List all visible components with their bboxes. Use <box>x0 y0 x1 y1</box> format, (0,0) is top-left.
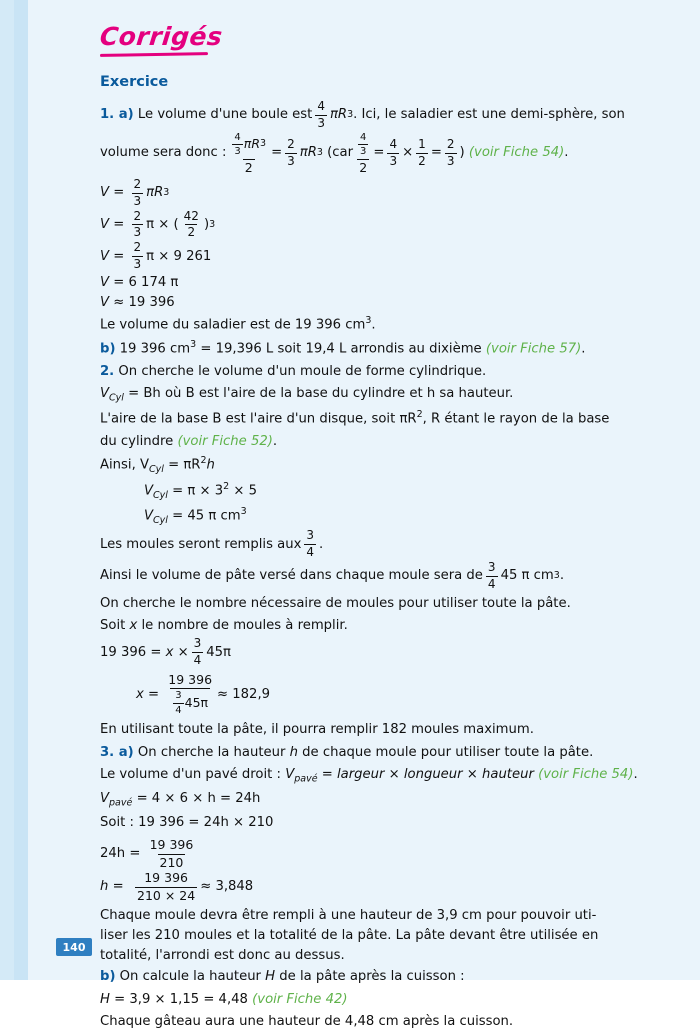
equals-2: = <box>373 145 385 161</box>
text-2-1: On cherche le volume d'un moule de forme cylindrique. <box>118 363 487 379</box>
text-2-2: = Bh où B est l'aire de la base du cylindre et h sa hauteur. <box>128 385 514 401</box>
answer-2-equation <box>100 637 656 668</box>
pi-r-2: πR <box>299 145 317 161</box>
label-1a: 1. a) <box>100 107 134 123</box>
sub-pave-1: pavé <box>294 773 318 785</box>
answer-2-ainsi <box>100 453 656 477</box>
period-4: . <box>319 536 324 552</box>
text-1a-3: . Ici, le saladier est une demi-sphère, son <box>353 107 625 123</box>
left-margin-bar-inner <box>14 0 28 980</box>
formula-v-line3 <box>100 241 656 272</box>
exp-calc1: 2 <box>223 480 230 492</box>
answer-3a-soit: Soit : 19 396 = 24h × 210 <box>100 815 274 830</box>
fraction-2-3-c: $\frac{2}{3}$ <box>133 176 142 208</box>
label-1b: b) <box>100 341 116 357</box>
answer-3a-vpave <box>100 788 656 811</box>
eq-x: = <box>148 686 160 702</box>
text-moules: Les moules seront remplis aux <box>100 536 302 552</box>
answer-2-calc2 <box>144 504 656 528</box>
conclusion-1a-exp: 3 <box>365 315 372 327</box>
fraction-4-3: $\frac{4}{3}$ <box>317 99 325 130</box>
answer-3a-line1 <box>100 742 656 763</box>
page-number-badge: 140 <box>56 938 92 956</box>
var-v-2: V <box>100 216 110 232</box>
text-calc2: = 45 π cm <box>172 508 241 524</box>
fraction-2-3-b: $\frac{2}{3}$ <box>446 136 455 168</box>
text-24h: 24h = <box>100 846 141 862</box>
answer-3a-h-solution <box>100 871 656 903</box>
conclusion-1a-text: Le volume du saladier est de 19 396 cm <box>100 317 366 333</box>
answer-2-conclusion: En utilisant toute la pâte, il pourra remplir 182 moules maximum. <box>100 722 534 738</box>
var-h: h <box>100 879 109 895</box>
eq-v-2: = <box>113 216 125 232</box>
period-2: . <box>581 341 586 357</box>
eq-h: = <box>112 879 124 895</box>
var-vcyl-2: V <box>144 482 154 498</box>
eq-v-1: = <box>113 185 125 201</box>
answer-3b-conclusion: Chaque gâteau aura une hauteur de 4,48 cm après la cuisson. <box>100 1014 514 1030</box>
text-ainsi-a: Ainsi, V <box>100 457 149 473</box>
sub-cyl-3: Cyl <box>153 489 168 501</box>
answer-2-x-solution <box>100 673 656 716</box>
text-ainsi2-b: 45 π cm <box>500 568 554 584</box>
fraction-h-solution: $\frac{19 396}{210 \times 24}$ <box>137 870 196 903</box>
period-3: . <box>272 433 278 449</box>
pi-r-3: πR <box>146 185 164 201</box>
text-3b-eq: = 3,9 × 1,15 = 4,48 <box>109 991 248 1007</box>
text-2-4: du cylindre <box>100 433 174 449</box>
sub-cyl-2: Cyl <box>148 464 164 476</box>
fraction-1-2: $\frac{1}{2}$ <box>418 136 426 168</box>
answer-2-calc1 <box>144 479 656 503</box>
times-1: × <box>402 145 414 161</box>
pi-times-9261: π × 9 261 <box>146 248 212 264</box>
formula-v-line4: V = 6 174 π <box>100 274 179 290</box>
approx-3848: ≈ 3,848 <box>200 879 254 895</box>
answer-2-moules <box>100 529 656 560</box>
var-vpave-2: V <box>100 790 110 806</box>
answer-3a-para3: totalité, l'arrondi est donc au dessus. <box>100 948 345 964</box>
close-paren: ) <box>459 145 465 161</box>
exp-1b: 3 <box>190 338 197 350</box>
text-3a-2b: = largeur × longueur × hauteur <box>321 766 534 782</box>
answer-3a-line2 <box>100 764 656 787</box>
answer-1a-line1 <box>100 100 656 131</box>
period-6: . <box>633 766 638 782</box>
close-paren-2: ) <box>203 216 210 232</box>
var-v-1: V <box>100 185 110 201</box>
sub-pave-2: pavé <box>109 797 133 809</box>
label-3b: b) <box>100 969 116 985</box>
fraction-3-4-b: $\frac{3}{4}$ <box>487 559 496 591</box>
conclusion-1a <box>100 313 656 336</box>
page-content <box>96 22 656 1033</box>
text-45pi: 45π <box>206 644 232 660</box>
ref-fiche-54b[interactable]: (voir Fiche 54) <box>538 766 634 782</box>
text-pi-r: πR <box>329 107 348 123</box>
answer-3a-para2: liser les 210 moules et la totalité de la pâte. La pâte devant être utilisée en <box>100 928 599 944</box>
fraction-42-2: $\frac{42}{2}$ <box>183 208 199 240</box>
left-margin-bar <box>0 0 28 980</box>
section-heading: Exercice <box>100 74 169 90</box>
text-3a-1: On cherche la hauteur h de chaque moule pour utiliser toute la pâte. <box>137 744 594 760</box>
exp-2-3: 2 <box>416 408 423 420</box>
text-ainsi-c: h <box>206 457 215 473</box>
fraction-complex: $\frac{4}{3}$ πR 3 2 <box>234 131 267 175</box>
fraction-2-3-e: $\frac{2}{3}$ <box>133 240 142 271</box>
exp-ainsi2: 3 <box>553 570 560 582</box>
text-calc1-end: × 5 <box>233 482 258 498</box>
sub-cyl-1: Cyl <box>109 392 124 404</box>
v-line5-display: ≈ 19 396 <box>113 294 175 310</box>
period-1: . <box>564 145 569 161</box>
text-volume-sera-donc: volume sera donc : <box>100 145 227 161</box>
eq-19396: 19 396 = x × <box>100 644 189 660</box>
answer-2-line1 <box>100 361 656 382</box>
var-vcyl-1: V <box>100 385 110 401</box>
equals-1: = <box>271 145 283 161</box>
ref-fiche-57[interactable]: (voir Fiche 57) <box>485 341 582 357</box>
title-underline <box>100 52 208 57</box>
fraction-nested-1: $\frac{\frac{4}{3}}{2}$ <box>359 131 368 175</box>
text-vpave: = 4 × 6 × h = 24h <box>136 790 261 806</box>
label-2: 2. <box>100 363 115 379</box>
answer-2-soit <box>100 615 656 636</box>
answer-3a-eq <box>100 838 656 870</box>
text-3b-1: On calcule la hauteur H de la pâte après la cuisson : <box>119 969 465 985</box>
text-2-3b: , R étant le rayon de la base <box>422 411 610 427</box>
text-2-3a: L'aire de la base B est l'aire d'un disque, soit πR <box>100 411 417 427</box>
answer-3b-line1 <box>100 966 656 987</box>
formula-v-line1: V = $\frac{2}{3}$ πR 3 <box>100 176 170 208</box>
label-3a: 3. a) <box>100 744 134 760</box>
answer-1a-line2: volume sera donc : $\frac{4}{3}$ πR 3 2 = $\frac{2}{3}$ πR 3 (car $\frac{\frac{4}{3}}{2}$ = $\frac{4}{3}$ × $\frac{1}{2}$ = $\frac{2}{3}$ ) (voir Fiche 54) . <box>100 131 569 175</box>
page-title: Corrigés <box>98 22 225 51</box>
period-5: . <box>559 568 565 584</box>
text-car: (car <box>327 145 354 161</box>
fraction-3-4-a: $\frac{3}{4}$ <box>306 528 315 560</box>
text-ainsi-b: = πR <box>168 457 201 473</box>
var-x: x <box>136 686 144 702</box>
v-line4-display: = 6 174 π <box>113 274 179 290</box>
fraction-x-solution: 19 396 $\frac{3}{4}$ 45π <box>168 671 213 716</box>
fraction-4-3-b: $\frac{4}{3}$ <box>389 136 398 168</box>
answer-3a-para1: Chaque moule devra être rempli à une hauteur de 3,9 cm pour pouvoir uti- <box>100 907 597 923</box>
answer-2-ainsi2 <box>100 561 656 592</box>
text-1b-a: 19 396 cm <box>119 341 191 357</box>
exp-ainsi: 2 <box>200 455 207 467</box>
fraction-19396-210: $\frac{19 396}{210}$ <box>149 837 194 870</box>
exp-3: 3 <box>347 109 354 121</box>
conclusion-1a-period: . <box>371 317 376 333</box>
exp-calc2: 3 <box>240 505 247 517</box>
text-soit-x: Soit x le nombre de moules à remplir. <box>100 617 348 633</box>
var-vpave-1: V <box>285 766 295 782</box>
answer-2-cherche: On cherche le nombre nécessaire de moules pour utiliser toute la pâte. <box>100 595 571 611</box>
answer-1b <box>100 337 656 360</box>
var-v-3: V <box>100 248 110 264</box>
ref-fiche-52[interactable]: (voir Fiche 52) <box>177 433 273 449</box>
ref-fiche-42[interactable]: (voir Fiche 42) <box>252 991 348 1007</box>
approx-1829: ≈ 182,9 <box>217 686 271 702</box>
text-3a-2a: Le volume d'un pavé droit : <box>100 766 281 782</box>
eq-v-3: = <box>113 248 125 264</box>
text-calc1: = π × 3 <box>172 482 224 498</box>
answer-2-line2 <box>100 383 656 406</box>
text-ainsi2-a: Ainsi le volume de pâte versé dans chaque moule sera de <box>100 568 483 584</box>
ref-fiche-54a[interactable]: (voir Fiche 54) <box>468 145 565 161</box>
text-1a-1: Le volume d'une boule est <box>137 107 313 123</box>
equals-3: = <box>430 145 442 161</box>
answer-3b-eq: H = 3,9 × 1,15 = 4,48 (voir Fiche 42) <box>100 991 348 1007</box>
answer-2-line3 <box>100 407 656 430</box>
answer-2-line4 <box>100 431 656 452</box>
sub-cyl-4: Cyl <box>153 514 168 526</box>
fraction-3-4-c: $\frac{3}{4}$ <box>193 636 202 668</box>
var-vcyl-3: V <box>144 508 154 524</box>
pi-times-open: π × ( <box>146 216 179 232</box>
formula-v-line5: V ≈ 19 396 <box>100 294 175 310</box>
text-1b-b: = 19,396 L soit 19,4 L arrondis au dixième <box>200 341 482 357</box>
formula-v-line2: V = $\frac{2}{3}$ π × ( $\frac{42}{2}$ ) 3 <box>100 208 216 240</box>
fraction-2-3-d: $\frac{2}{3}$ <box>133 208 142 240</box>
fraction-2-3-a: $\frac{2}{3}$ <box>287 136 295 168</box>
